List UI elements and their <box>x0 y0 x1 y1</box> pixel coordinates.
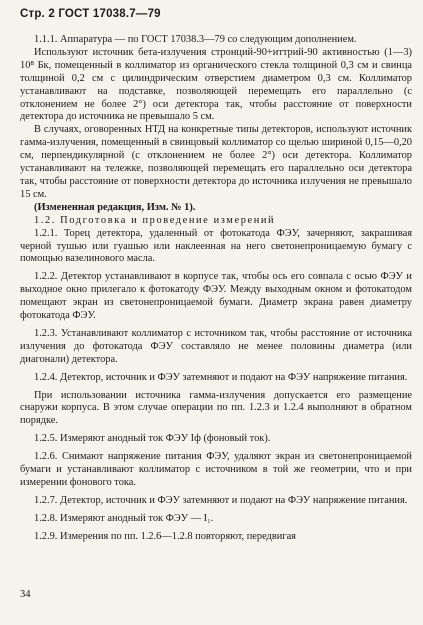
paragraph-1-2-1: 1.2.1. Торец детектора, удаленный от фотокатода ФЭУ, зачерняют, закрашивая черной тушью или гуашью или наклеенная на него светонепроницаемую бумагу с помощью вазелинового масла. <box>20 227 412 265</box>
paragraph-1-2-4: 1.2.4. Детектор, источник и ФЭУ затемняют и подают на ФЭУ напряжение питания. <box>34 371 408 383</box>
paragraph-beta-source: Используют источник бета-излучения стронций-90+иттрий-90 активностью (1—3) 10⁸ Бк, помещенный в коллиматор из органического стекла толщиной 0,3 см и свинца толщиной 0,2 см с цилиндрическим отверстием диаметром 0,3 см. Коллиматор устанавливают на подставке, позволяющей перемещать его параллельно (с отклонением не более 2°) оси детектора так, чтобы расстояние от поверхности детектора до источника не превышало 5 см. <box>20 46 412 123</box>
paragraph-gamma-note: При использовании источника гамма-излучения допускается его размещение снаружи корпуса. В этом случае операции по пп. 1.2.3 и 1.2.4 выполняют в обратном порядке. <box>20 389 412 427</box>
paragraph-1-1-1: 1.1.1. Аппаратура — по ГОСТ 17038.3—79 со следующим дополнением. <box>34 34 357 45</box>
paragraph-1-2-8: 1.2.8. Измеряют анодный ток ФЭУ — I₁. <box>34 512 214 524</box>
paragraph-1-2-9: 1.2.9. Измерения по пп. 1.2.6—1.2.8 повторяют, передвигая <box>34 530 296 542</box>
paragraph-1-2-7: 1.2.7. Детектор, источник и ФЭУ затемняют и подают на ФЭУ напряжение питания. <box>34 494 408 506</box>
section-heading-1-2 <box>20 215 412 228</box>
document-body <box>20 34 412 544</box>
page-header: Стр. 2 ГОСТ 17038.7—79 <box>20 8 161 20</box>
paragraph-1-2-5: 1.2.5. Измеряют анодный ток ФЭУ Iф (фоновый ток). <box>34 433 271 445</box>
amendment-note: (Измененная редакция, Изм. № 1). <box>34 201 196 213</box>
paragraph-gamma-source: В случаях, оговоренных НТД на конкретные типы детекторов, используют источник гамма-излучения, помещенный в свинцовый коллиматор со щелью шириной 0,15—0,20 см, перпендикулярной (с отклонением не более 2°) оси детектора. Коллиматор устанавливают на тележке, позволяющей перемещать его параллельно оси детектора так, чтобы расстояние от поверхности детектора до источника излучения не превышало 15 см. <box>20 124 412 200</box>
page-number: 34 <box>20 589 31 600</box>
paragraph-1-2-3: 1.2.3. Устанавливают коллиматор с источником так, чтобы расстояние от источника излучения до фотокатода ФЭУ составляло не менее половины диаметра (или диагонали) детектора. <box>20 327 412 365</box>
paragraph-1-2-2: 1.2.2. Детектор устанавливают в корпусе так, чтобы ось его совпала с осью ФЭУ и выходное окно прилегало к фотокатоду ФЭУ. Между выходным окном и фотокатодом помещают экран из светонепроницаемой бумаги. Диаметр экрана равен диаметру фотокатода ФЭУ. <box>20 271 412 322</box>
section-heading-text: 1.2. Подготовка и проведение измерений <box>34 214 276 226</box>
paragraph-1-2-6: 1.2.6. Снимают напряжение питания ФЭУ, удаляют экран из светонепроницаемой бумаги и устанавливают коллиматор с источником в той же геометрии, что и при измерении фонового тока. <box>20 451 412 488</box>
